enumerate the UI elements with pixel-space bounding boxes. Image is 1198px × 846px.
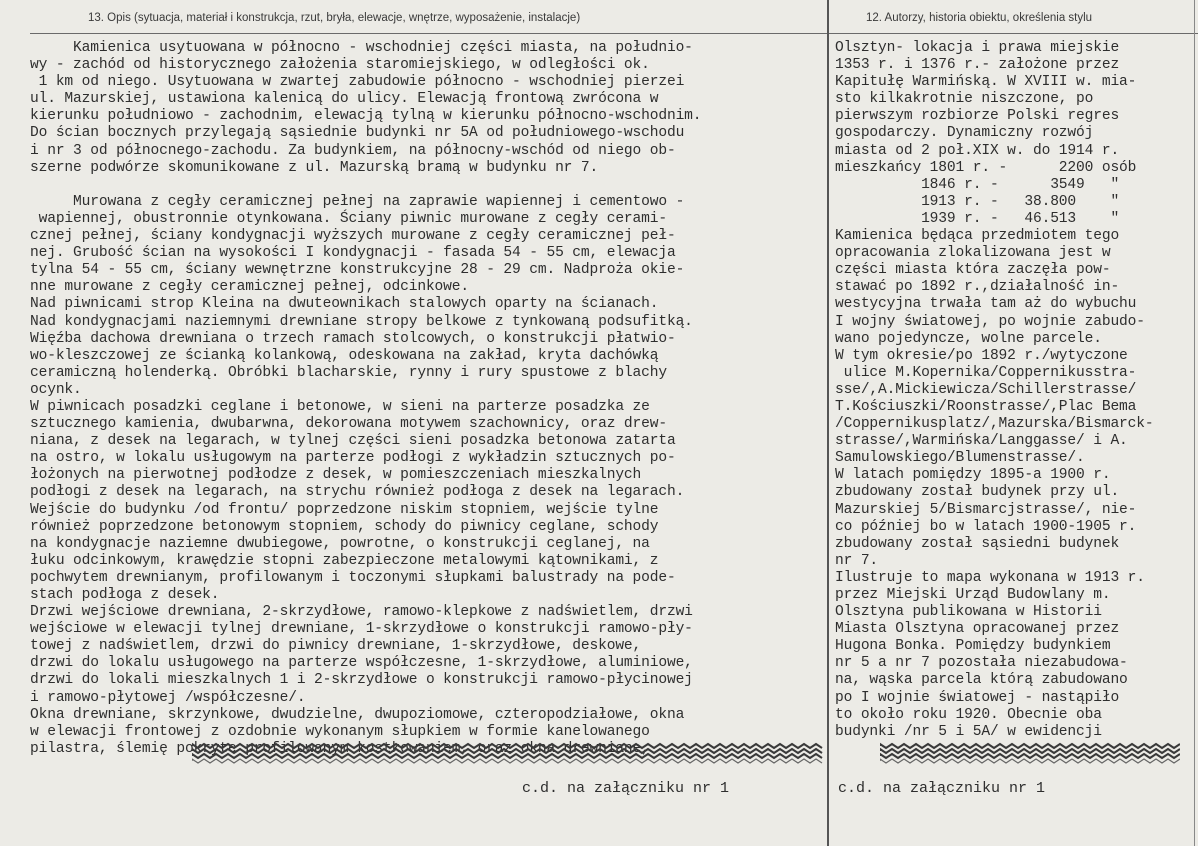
history-line: ulice M.Kopernika/Coppernikusstra- <box>835 364 1137 381</box>
history-line: nr 7. <box>835 552 879 569</box>
description-line: nej. Grubość ścian na wysokości I kondygnacji - fasada 54 - 55 cm, elewacja <box>30 245 676 262</box>
history-line: Kamienica będąca przedmiotem tego <box>835 228 1120 245</box>
description-line: wejściowe w elewacji tylnej drewniane, 1-skrzydłowe o konstrukcji ramowo-pły- <box>30 621 693 638</box>
history-line: części miasta która zaczęła pow- <box>835 262 1111 279</box>
history-line: mieszkańcy 1801 r. - 2200 osób <box>835 159 1137 176</box>
continuation-note-left: c.d. na załączniku nr 1 <box>522 780 730 797</box>
description-line: sztucznego kamienia, dwubarwna, dekorowana motywem szachownicy, oraz drew- <box>30 416 667 433</box>
description-line: wapiennej, obustronnie otynkowana. Ściany piwnic murowane z cegły cerami- <box>30 210 667 227</box>
history-line: to około roku 1920. Obecnie oba <box>835 706 1102 723</box>
continuation-note-right: c.d. na załączniku nr 1 <box>838 780 1046 797</box>
description-line: ceramiczną holenderką. Obróbki blacharskie, rynny i rury spustowe z blachy <box>30 364 667 381</box>
history-line: sto kilkakrotnie niszczone, po <box>835 91 1094 108</box>
description-line: 1 km od niego. Usytuowana w zwartej zabudowie północno - wschodniej pierzei <box>30 74 685 91</box>
description-line: Drzwi wejściowe drewniana, 2-skrzydłowe, ramowo-klepkowe z nadświetlem, drzwi <box>30 604 693 621</box>
history-line: opracowania zlokalizowana jest w <box>835 245 1111 262</box>
history-line: Olsztyna publikowana w Historii <box>835 604 1102 621</box>
column-divider <box>827 0 829 846</box>
description-line: Kamienica usytuowana w północno - wschodniej części miasta, na południo- <box>30 40 693 56</box>
history-line: Kapitułę Warmińską. W XVIII w. mia- <box>835 74 1137 91</box>
history-line: I wojny światowej, po wojnie zabudo- <box>835 313 1145 330</box>
description-line: cznej pełnej, ściany kondygnacji wyższych murowane z cegły ceramicznej peł- <box>30 228 676 245</box>
history-text <box>835 40 1191 741</box>
history-line: budynki /nr 5 i 5A/ w ewidencji <box>835 723 1102 740</box>
description-line: Nad piwnicami strop Kleina na dwuteownikach stalowych oparty na ścianach. <box>30 296 659 313</box>
description-line: pochwytem drewnianym, profilowanym i toczonymi słupkami balustrady na pode- <box>30 569 676 586</box>
description-text <box>30 40 820 758</box>
history-line: po I wojnie światowej - nastąpiło <box>835 689 1120 706</box>
wavy-separator-left <box>192 740 824 766</box>
description-line: wo-kleszczowej ze ścianką kolankową, odeskowana na zakład, kryta dachówką <box>30 347 659 364</box>
history-line: 1939 r. - 46.513 " <box>835 210 1120 227</box>
description-line: wy - zachód od historycznego założenia staromiejskiego, w odległości ok. <box>30 57 650 74</box>
history-line: westycyjna trwała tam aż do wybuchu <box>835 296 1137 313</box>
description-line: również poprzedzone betonowym stopniem, schody do piwnicy ceglane, schody <box>30 518 659 535</box>
description-line: tylna 54 - 55 cm, ściany wewnętrzne konstrukcyjne 28 - 29 cm. Nadproża okie- <box>30 262 685 279</box>
history-line: Hugona Bonka. Pomiędzy budynkiem <box>835 638 1111 655</box>
history-line: 1846 r. - 3549 " <box>835 176 1120 193</box>
history-line: na, wąska parcela którą zabudowano <box>835 672 1128 689</box>
description-line: Okna drewniane, skrzynkowe, dwudzielne, dwupoziomowe, czteropodziałowe, okna <box>30 706 685 723</box>
history-line: zbudowany został sąsiedni budynek <box>835 535 1120 552</box>
history-line: co później bo w latach 1900-1905 r. <box>835 518 1137 535</box>
history-line: Samulowskiego/Blumenstrasse/. <box>835 450 1085 467</box>
history-line: wano pojedyncze, wolne parcele. <box>835 330 1102 347</box>
history-line: W tym okresie/po 1892 r./wytyczone <box>835 347 1128 364</box>
history-line: gospodarczy. Dynamiczny rozwój <box>835 125 1094 142</box>
description-line: w elewacji frontowej z ozdobnie wykonanym słupkiem w formie kanelowanego <box>30 723 650 740</box>
history-line: Miasta Olsztyna opracowanej przez <box>835 621 1120 638</box>
description-line: nne murowane z cegły ceramicznej pełnej, odcinkowe. <box>30 279 469 296</box>
description-line: W piwnicach posadzki ceglane i betonowe, w sieni na parterze posadzka ze <box>30 398 650 415</box>
history-line: zbudowany został budynek przy ul. <box>835 484 1120 501</box>
description-line: na kondygnacje naziemne dwubiegowe, powrotne, o konstrukcji ceglanej, na <box>30 535 650 552</box>
history-line: W latach pomiędzy 1895-a 1900 r. <box>835 467 1111 484</box>
description-line: łuku odcinkowym, krawędzie stopni zabezpieczone metalowymi kątownikami, z <box>30 552 659 569</box>
description-line: niana, z desek na legarach, w tylnej części sieni posadzka betonowa zatarta <box>30 433 676 450</box>
description-line: drzwi do lokali mieszkalnych 1 i 2-skrzydłowe o konstrukcji ramowo-płycinowej <box>30 672 693 689</box>
history-line: przez Miejski Urząd Budowlany m. <box>835 587 1111 603</box>
description-line: i nr 3 od północnego-zachodu. Za budynkiem, na północny-wschód od niego ob- <box>30 142 676 159</box>
description-line: pilastra, ślemię pokryte profilowanym kostkowaniem, oraz okna drewniane, <box>30 740 650 757</box>
description-line <box>30 177 820 194</box>
description-line: Więźba dachowa drewniana o trzech ramach stolcowych, o konstrukcji płatwio- <box>30 330 676 347</box>
history-line: Ilustruje to mapa wykonana w 1913 r. <box>835 569 1145 586</box>
history-line: pierwszym rozbiorze Polski regres <box>835 108 1120 125</box>
history-line: miasta od 2 poł.XIX w. do 1914 r. <box>835 142 1120 159</box>
description-line: ul. Mazurskiej, ustawiona kalenicą do ulicy. Elewacją frontową zwrócona w <box>30 91 659 108</box>
history-line: sse/,A.Mickiewicza/Schillerstrasse/ <box>835 381 1137 398</box>
description-line: podłogi z desek na legarach, na strychu również podłoga z desek na legarach. <box>30 484 685 501</box>
right-edge-rule <box>1194 0 1195 846</box>
description-line: na ostro, w lokalu usługowym na parterze podłogi z wykładzin sztucznych po- <box>30 450 676 467</box>
history-line: 1353 r. i 1376 r.- założone przez <box>835 57 1120 74</box>
description-line: Nad kondygnacjami naziemnymi drewniane stropy belkowe z tynkowaną podsufitką. <box>30 313 693 330</box>
description-line: towej z nadświetlem, drzwi do piwnicy drewniane, 1-skrzydłowe, deskowe, <box>30 638 642 655</box>
description-line: stach podłoga z desek. <box>30 587 220 603</box>
history-line: T.Kościuszki/Roonstrasse/,Plac Bema <box>835 398 1137 415</box>
description-line: łożonych na pierwotnej podłodze z desek, w pomieszczeniach mieszkalnych <box>30 467 642 484</box>
description-line: ocynk. <box>30 381 82 398</box>
history-line: strasse/,Warmińska/Langgasse/ i A. <box>835 433 1128 450</box>
description-line: i ramowo-płytowej /współczesne/. <box>30 689 306 706</box>
section-12-heading: 12. Autorzy, historia obiektu, określenia stylu <box>866 12 1093 24</box>
description-line: Wejście do budynku /od frontu/ poprzedzone niskim stopniem, wejście tylne <box>30 501 659 518</box>
description-line: Do ścian bocznych przylegają sąsiednie budynki nr 5A od południowego-wschodu <box>30 125 685 142</box>
description-line: szerne podwórze skomunikowane z ul. Mazurską bramą w budynku nr 7. <box>30 159 599 176</box>
description-line: Murowana z cegły ceramicznej pełnej na zaprawie wapiennej i cementowo - <box>30 193 685 210</box>
section-13-heading: 13. Opis (sytuacja, materiał i konstrukcja, rzut, bryła, elewacje, wnętrze, wyposażenie, instalacje) <box>88 12 581 24</box>
history-line: stawać po 1892 r.,działalność in- <box>835 279 1120 296</box>
history-line: 1913 r. - 38.800 " <box>835 193 1120 210</box>
history-line: Olsztyn- lokacja i prawa miejskie <box>835 40 1120 56</box>
history-line: Mazurskiej 5/Bismarcjstrasse/, nie- <box>835 501 1137 518</box>
wavy-separator-right <box>880 740 1180 766</box>
history-line: nr 5 a nr 7 pozostała niezabudowa- <box>835 655 1128 672</box>
header-divider <box>30 33 1198 34</box>
description-line: drzwi do lokalu usługowego na parterze współczesne, 1-skrzydłowe, aluminiowe, <box>30 655 693 672</box>
history-line: /Coppernikusplatz/,Mazurska/Bismarck- <box>835 416 1154 433</box>
description-line: kierunku południowo - zachodnim, elewacją tylną w kierunku północno-wschodnim. <box>30 108 702 125</box>
